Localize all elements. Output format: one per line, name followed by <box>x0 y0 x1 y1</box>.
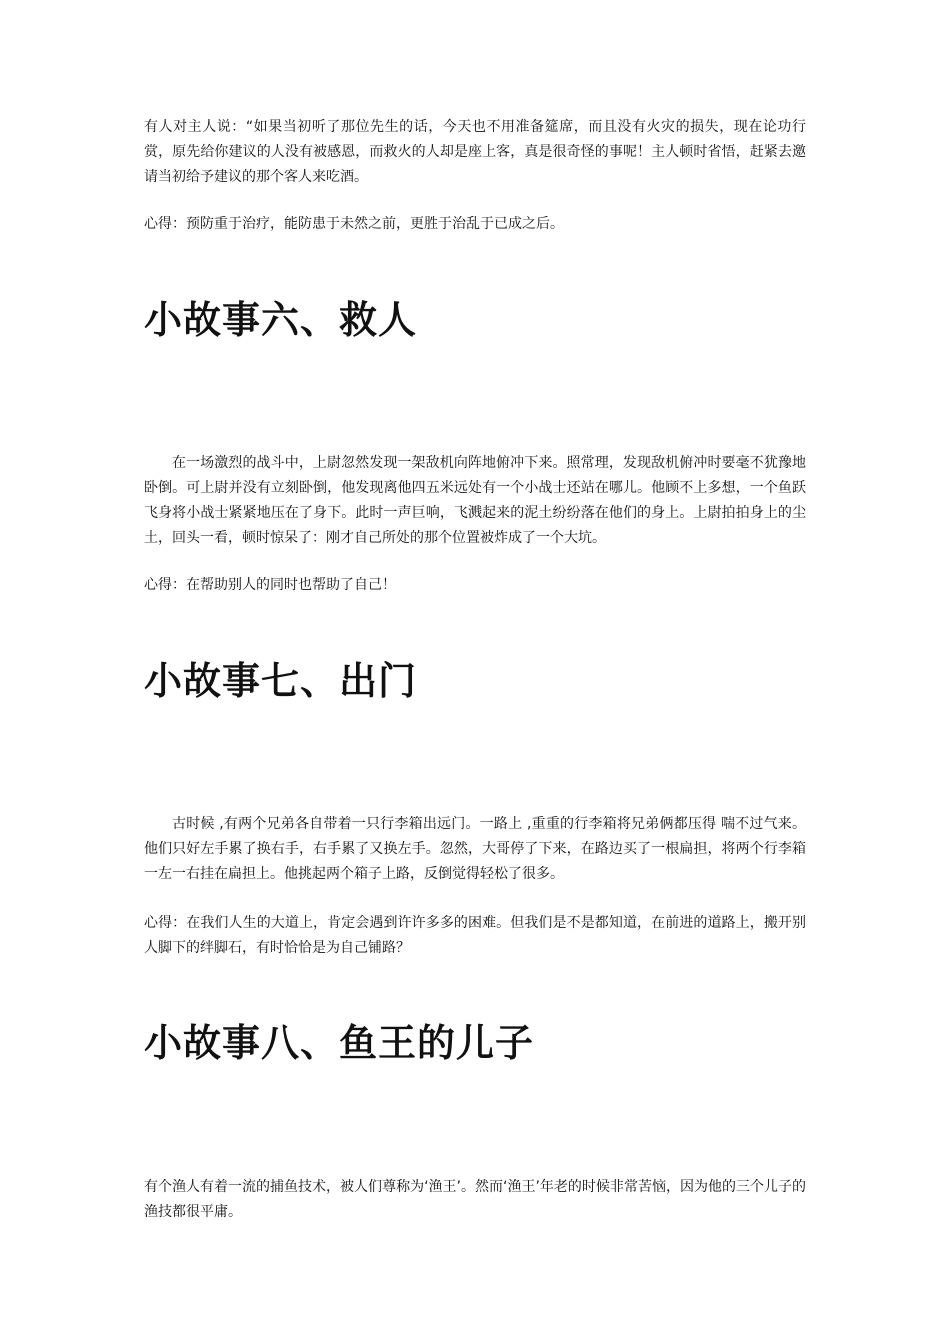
story6-title: 小故事六、救人 <box>144 298 418 342</box>
story8-heading-block <box>144 1020 806 1066</box>
story7-heading-block <box>144 658 806 704</box>
intro-section <box>144 115 806 190</box>
story6-heading-block <box>144 297 806 343</box>
intro-insight-block <box>144 212 806 237</box>
story7-insight-block <box>144 911 806 961</box>
story6-insight: 心得：在帮助别人的同时也帮助了自己！ <box>144 577 396 593</box>
intro-paragraph: 有人对主人说：“如果当初听了那位先生的话，今天也不用准备筵席，而且没有火灾的损失，现在论功行赏，原先给你建议的人没有被感恩，而救火的人却是座上客，真是很奇怪的事呢！主人顿时省悟，赶紧去邀请当初给予建议的那个客人来吃酒。 <box>144 119 806 185</box>
story7-insight: 心得：在我们人生的大道上，肯定会遇到许许多多的困难。但我们是不是都知道，在前进的道路上，搬开别人脚下的绊脚石，有时恰恰是为自己铺路？ <box>144 915 806 956</box>
story8-paragraph: 有个渔人有着一流的捕鱼技术，被人们尊称为‘渔王’。然而‘渔王’年老的时候非常苦恼，因为他的三个儿子的渔技都很平庸。 <box>144 1179 806 1220</box>
story6-body-block <box>144 451 806 551</box>
story6-insight-block <box>144 573 806 598</box>
story8-title: 小故事八、鱼王的儿子 <box>144 1021 535 1065</box>
story8-body-block <box>144 1175 806 1225</box>
intro-insight: 心得：预防重于治疗，能防患于未然之前，更胜于治乱于已成之后。 <box>144 216 564 232</box>
story7-paragraph: 古时候 ,有两个兄弟各自带着一只行李箱出远门。一路上 ,重重的行李箱将兄弟俩都压得 喘不过气来。他们只好左手累了换右手，右手累了又换左手。忽然，大哥停了下来，在路边买了一根扁担，将两个行李箱一左一右挂在扁担上。他挑起两个箱子上路，反倒觉得轻松了很多。 <box>144 816 806 882</box>
story7-body-block <box>144 812 806 887</box>
story7-title: 小故事七、出门 <box>144 659 418 703</box>
story6-paragraph: 在一场激烈的战斗中，上尉忽然发现一架敌机向阵地俯冲下来。照常理，发现敌机俯冲时要毫不犹豫地卧倒。可上尉并没有立刻卧倒，他发现离他四五米远处有一个小战士还站在哪儿。他顾不上多想，一个鱼跃飞身将小战士紧紧地压在了身下。此时一声巨响，飞溅起来的泥土纷纷落在他们的身上。上尉拍拍身上的尘土，回头一看，顿时惊呆了：刚才自己所处的那个位置被炸成了一个大坑。 <box>144 455 806 546</box>
